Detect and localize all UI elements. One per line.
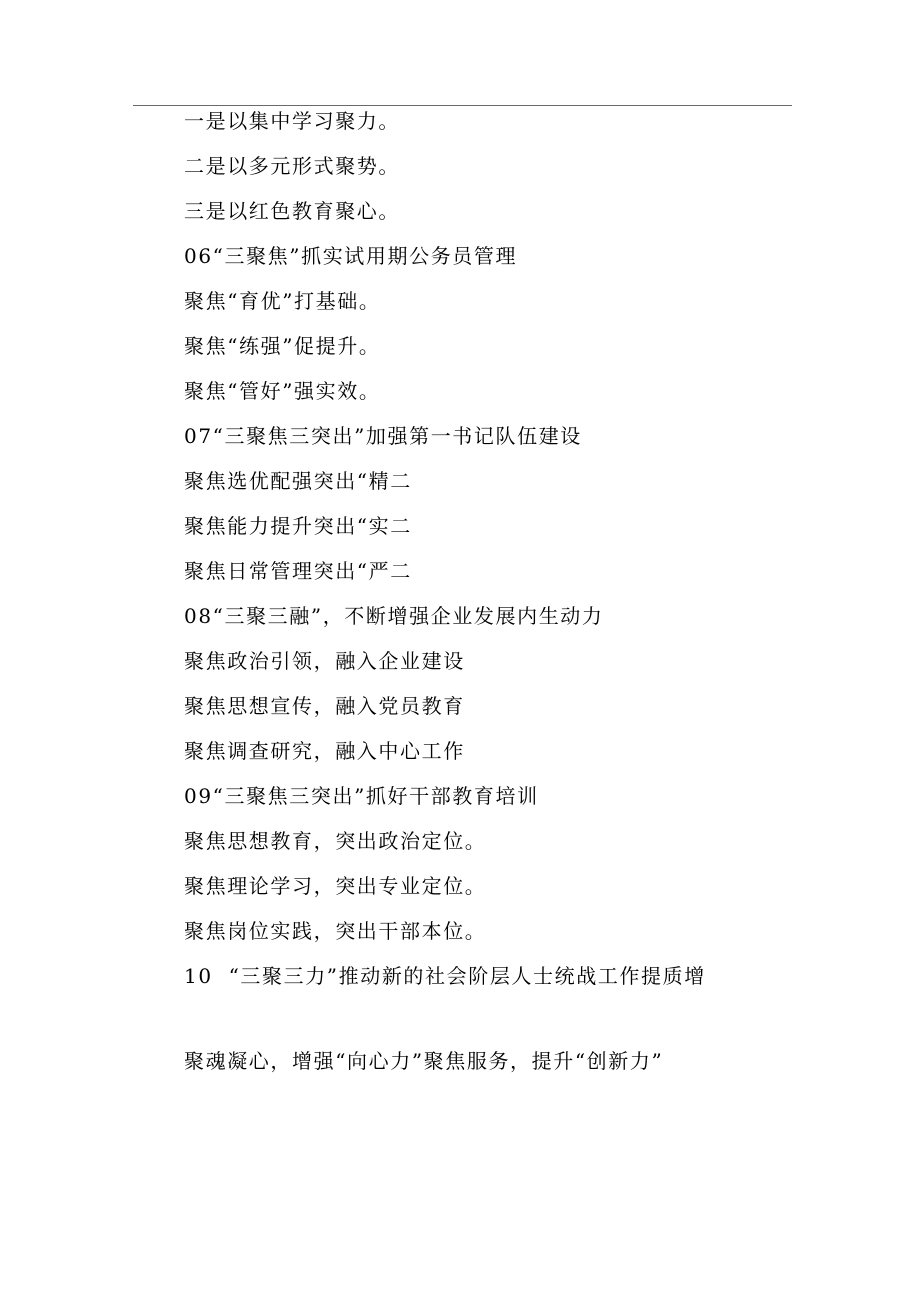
- text-line-2: 二是以多元形式聚势。: [184, 154, 400, 178]
- section-heading-07: 07“三聚焦三突出”加强第一书记队伍建设: [184, 424, 582, 448]
- text-line-10: 聚焦能力提升突出“实二: [184, 514, 412, 538]
- section-heading-08: 08“三聚三融”，不断增强企业发展内生动力: [184, 604, 604, 628]
- section-heading-09: 09“三聚焦三突出”抓好干部教育培训: [184, 784, 539, 808]
- text-line-3: 三是以红色教育聚心。: [184, 199, 400, 223]
- text-line-14: 聚焦思想宣传，融入党员教育: [184, 694, 465, 718]
- text-line-21: 聚魂凝心，增强“向心力”聚焦服务，提升“创新力”: [184, 1049, 664, 1073]
- text-line-9: 聚焦选优配强突出“精二: [184, 469, 412, 493]
- text-line-13: 聚焦政治引领，融入企业建设: [184, 649, 465, 673]
- header-rule: [133, 105, 792, 106]
- text-line-11: 聚焦日常管理突出“严二: [184, 559, 412, 583]
- text-line-15: 聚焦调查研究，融入中心工作: [184, 739, 465, 763]
- text-line-1: 一是以集中学习聚力。: [184, 109, 400, 133]
- text-line-6: 聚焦“练强”促提升。: [184, 334, 381, 358]
- text-line-5: 聚焦“育优”打基础。: [184, 289, 381, 313]
- text-line-19: 聚焦岗位实践，突出干部本位。: [184, 919, 487, 943]
- text-line-7: 聚焦“管好”强实效。: [184, 379, 381, 403]
- text-line-18: 聚焦理论学习，突出专业定位。: [184, 874, 487, 898]
- section-heading-06: 06“三聚焦”抓实试用期公务员管理: [184, 244, 518, 268]
- section-heading-10: 10 “三聚三力”推动新的社会阶层人士统战工作提质增: [184, 964, 706, 988]
- text-line-17: 聚焦思想教育，突出政治定位。: [184, 829, 487, 853]
